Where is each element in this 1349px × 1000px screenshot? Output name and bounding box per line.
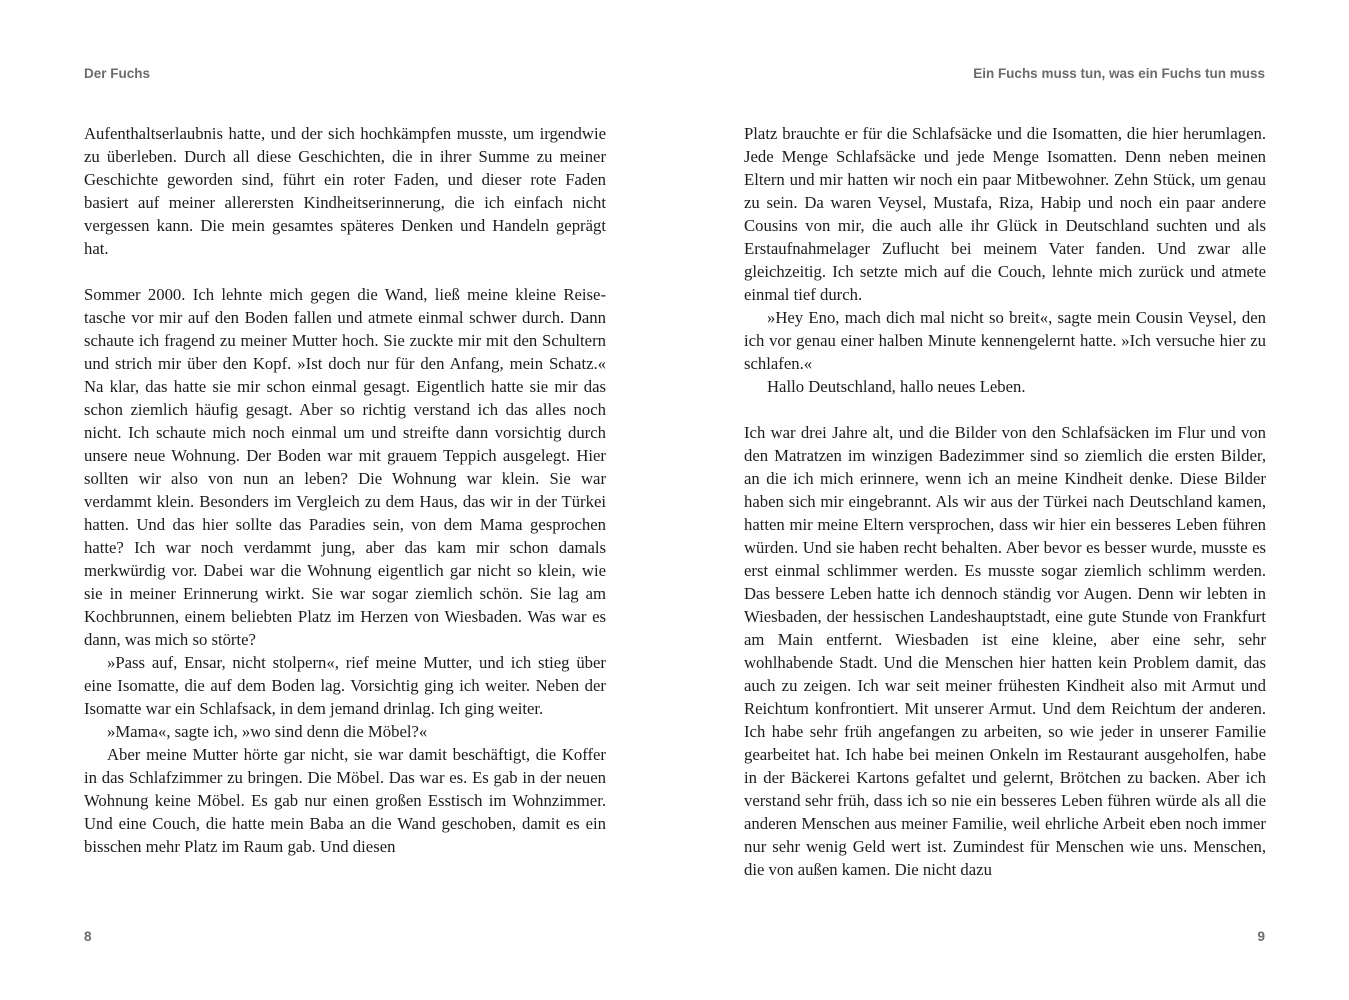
- paragraph: »Pass auf, Ensar, nicht stolpern«, rief meine Mutter, und ich stieg über eine Isomatte, die auf dem Boden lag. Vorsichtig ging ich weiter. Neben der Isomatte war ein Schlafsack, in dem jemand drinlag. Ich ging weiter.: [84, 652, 606, 718]
- paragraph: Aufenthaltserlaubnis hatte, und der sich hochkämpfen musste, um irgendwie zu überleben. Durch all diese Geschichten, die in ihrer Summe zu meiner Geschichte geworden sind, führt ein roter Faden, und dieser rote Faden basiert auf meiner allerersten Kindheitserinnerung, die ich einfach nicht vergessen kann. Die mein gesamtes späteres Denken und Handeln geprägt hat.: [84, 123, 606, 258]
- paragraph: »Mama«, sagte ich, »wo sind denn die Möbel?«: [107, 721, 428, 741]
- paragraph: Aber meine Mutter hörte gar nicht, sie war damit beschäftigt, die Koffer in das Schlafzimmer zu bringen. Die Möbel. Das war es. Es gab in der neuen Wohnung keine Möbel. Es gab nur einen großen Esstisch im Wohnzimmer. Und eine Couch, die hatte mein Baba an die Wand geschoben, damit es ein bisschen mehr Platz im Raum gab. Und diesen: [84, 744, 606, 856]
- paragraph: Platz brauchte er für die Schlafsäcke und die Isomatten, die hier herumlagen. Jede Menge Schlafsäcke und jede Menge Isomatten. Denn neben meinen Eltern und mir hatten wir noch ein paar Mitbewohner. Zehn Stück, um genau zu sein. Da waren Veysel, Mustafa, Riza, Habip und noch ein paar andere Cousins von mir, die auch alle ihr Glück in Deutschland suchten und als Erstaufnahmelager Zuflucht bei meinem Vater fanden. Und zwar alle gleichzeitig. Ich setzte mich auf die Couch, lehnte mich zurück und atmete einmal tief durch.: [744, 123, 1266, 304]
- page-number-left: 8: [84, 929, 92, 944]
- running-head-left: Der Fuchs: [84, 66, 151, 81]
- paragraph: Ich war drei Jahre alt, und die Bilder von den Schlafsäcken im Flur und von den Matratzen im winzigen Badezimmer sind so ziemlich die ersten Bilder, an die ich mich erinnere, wenn ich an meine Kindheit denke. Diese Bilder haben sich mir eingebrannt. Als wir aus der Türkei nach Deutschland kamen, hatten mir meine Eltern versprochen, dass wir hier ein besseres Leben führen würden. Und sie haben recht behalten. Aber bevor es besser wurde, musste es erst einmal schlimmer werden. Es musste sogar ziemlich schlimm werden. Das bessere Leben hatte ich dennoch ständig vor Augen. Denn wir lebten in Wiesbaden, der hessischen Landeshauptstadt, eine gute Stunde von Frankfurt am Main entfernt. Wiesbaden ist eine kleine, aber eine sehr, sehr wohlhabende Stadt. Und die Menschen hier hatten kein Problem damit, das auch zu zeigen. Ich war seit meiner frühesten Kindheit also mit Armut und Reichtum konfrontiert. Mit unserer Armut. Und dem Reichtum der anderen. Ich habe sehr früh angefangen zu arbeiten, so wie jeder in unserer Familie gearbeitet hat. Ich habe bei meinen Onkeln im Restaurant ausgeholfen, habe in der Bäckerei Kartons gefaltet und gelernt, Brötchen zu backen. Aber ich verstand sehr früh, dass ich so nie ein besseres Leben führen würde als all die anderen Menschen aus meiner Familie, weil ehrliche Arbeit eben noch immer nur sehr wenig Geld wert ist. Zumindest für Menschen wie uns. Menschen, die von außen kamen. Die nicht dazu: [744, 422, 1266, 879]
- paragraph: Hallo Deutschland, hallo neues Leben.: [767, 376, 1026, 396]
- paragraph: Sommer 2000. Ich lehnte mich gegen die Wand, ließ meine kleine Reisetasche vor mir auf den Boden fallen und atmete einmal schwer durch. Dann schaute ich fragend zu meiner Mutter hoch. Sie zuckte mir mit den Schultern und strich mir über den Kopf. »Ist doch nur für den Anfang, mein Schatz.« Na klar, das hatte sie mir schon einmal gesagt. Eigentlich hatte sie mir das schon ziemlich häufig gesagt. Aber so richtig verstand ich das alles noch nicht. Ich schaute mich noch einmal um und streifte dann vorsichtig durch unsere neue Wohnung. Der Boden war mit grauem Teppich ausgelegt. Hier sollten wir also von nun an leben? Die Wohnung war klein. Sie war verdammt klein. Besonders im Vergleich zu dem Haus, das wir in der Türkei hatten. Und das hier sollte das Paradies sein, von dem Mama gesprochen hatte? Ich war noch verdammt jung, aber das kam mir schon damals merkwürdig vor. Dabei war die Wohnung eigentlich gar nicht so klein, wie sie in meiner Erinnerung wirkt. Sie war sogar ziemlich schön. Sie lag am Kochbrunnen, einem beliebten Platz im Herzen von Wiesbaden. Was war es dann, was mich so störte?: [84, 284, 606, 649]
- right-page-text: [744, 122, 1266, 881]
- running-head-right: Ein Fuchs muss tun, was ein Fuchs tun muss: [973, 66, 1265, 81]
- left-page: [84, 0, 606, 1000]
- left-page-text: [84, 122, 606, 858]
- paragraph: »Hey Eno, mach dich mal nicht so breit«, sagte mein Cousin Veysel, den ich vor genau einer halben Minute kennengelernt hatte. »Ich versuche hier zu schlafen.«: [744, 307, 1266, 373]
- right-page: [744, 0, 1266, 1000]
- page-number-right: 9: [1257, 929, 1265, 944]
